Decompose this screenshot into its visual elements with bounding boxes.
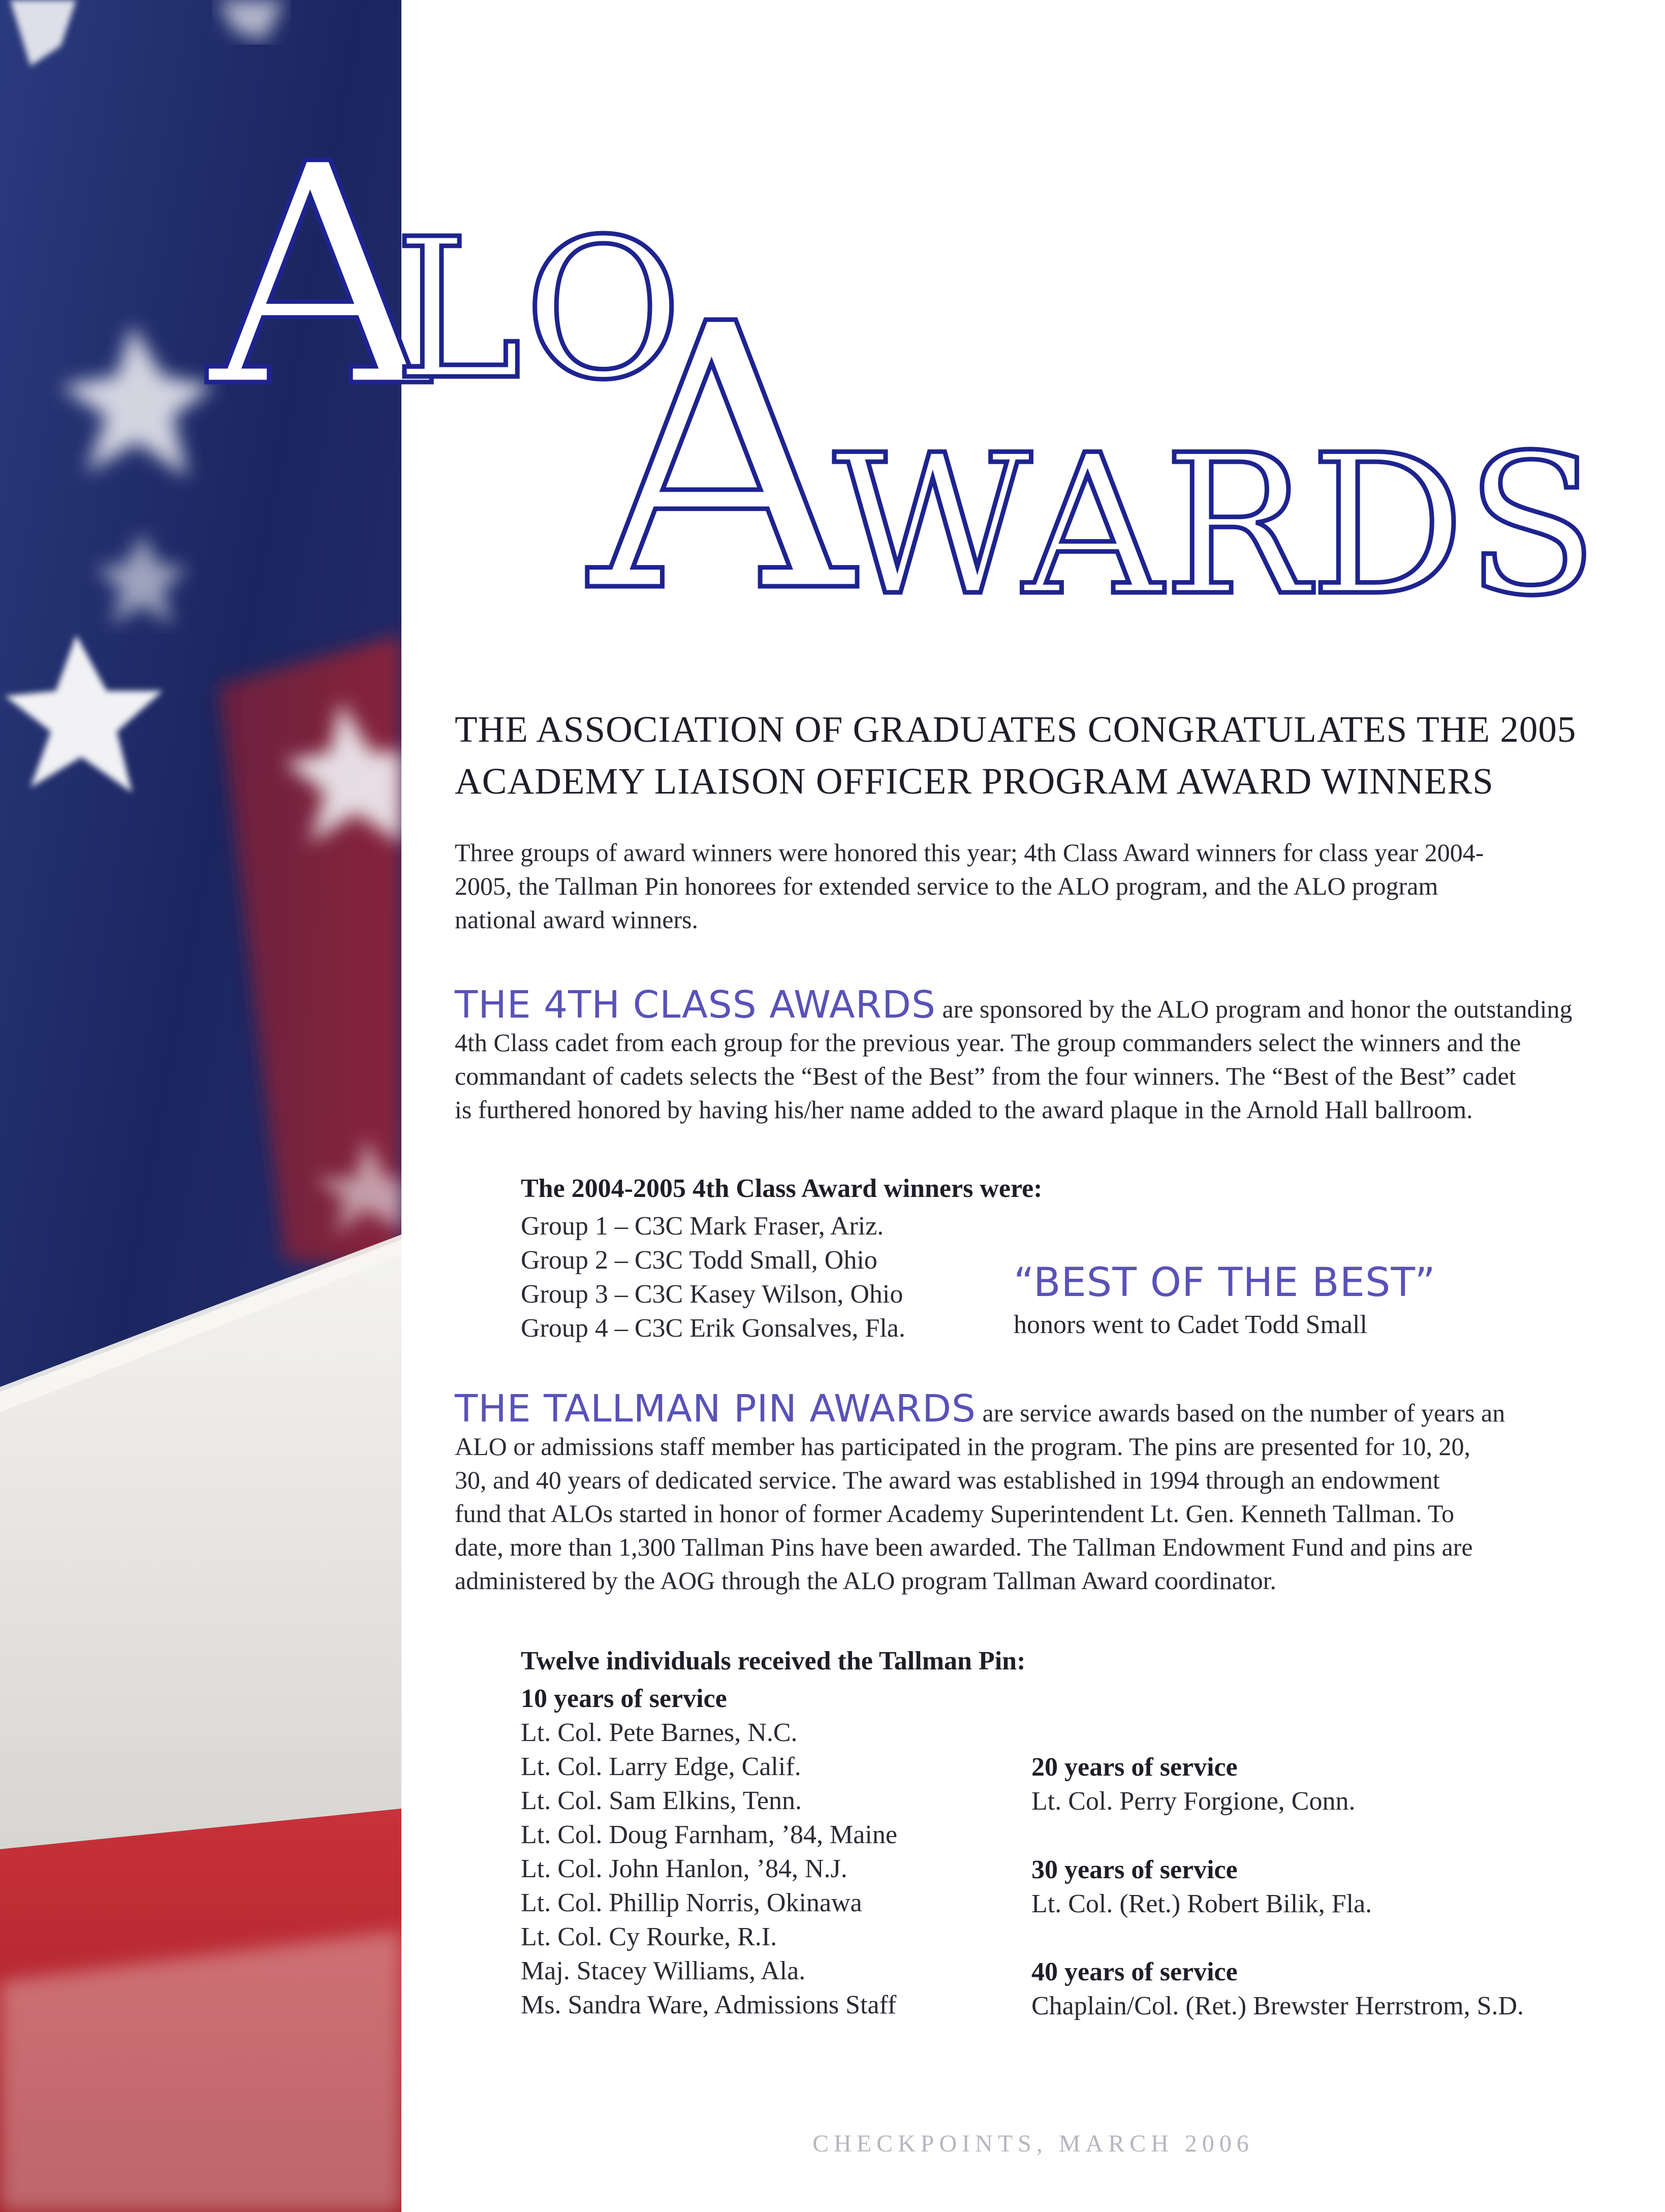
page-footer: CHECKPOINTS, MARCH 2006 (812, 2130, 1254, 2157)
list-item: Group 4 – C3C Erik Gonsalves, Fla. (521, 1314, 905, 1343)
list-item: Lt. Col. John Hanlon, ’84, N.J. (521, 1854, 847, 1883)
list-item: Lt. Col. Perry Forgione, Conn. (1031, 1787, 1356, 1816)
forty-years-block (1031, 1955, 1524, 2023)
tallman-line: 30, and 40 years of dedicated service. The award was established in 1994 through an endowment (455, 1466, 1440, 1494)
ten-years-list (521, 1682, 897, 2022)
fourth-class-line: are sponsored by the ALO program and honor the outstanding (942, 995, 1573, 1023)
list-item: Group 3 – C3C Kasey Wilson, Ohio (521, 1280, 903, 1309)
best-of-the-best-text: honors went to Cadet Todd Small (1014, 1310, 1367, 1339)
headline-line-2: ACADEMY LIAISON OFFICER PROGRAM AWARD WINNERS (455, 761, 1494, 802)
title-letters-lo: LO (394, 197, 684, 422)
list-item: Group 2 – C3C Todd Small, Ohio (521, 1246, 877, 1275)
list-item: Chaplain/Col. (Ret.) Brewster Herrstrom, S.D. (1031, 1992, 1524, 2020)
fourth-class-heading: THE 4TH CLASS AWARDS (455, 983, 936, 1027)
fourth-class-line: 4th Class cadet from each group for the previous year. The group commanders select the winners and the (455, 1028, 1521, 1057)
thirty-years-block (1031, 1853, 1372, 1921)
title-letter-a: A (208, 99, 431, 454)
list-item: Lt. Col. Phillip Norris, Okinawa (521, 1888, 862, 1917)
list-item: Lt. Col. Larry Edge, Calif. (521, 1752, 801, 1781)
twenty-years-block (1031, 1750, 1355, 1818)
best-of-the-best-heading: “BEST OF THE BEST” (1014, 1260, 1436, 1306)
title-letters-wards: WARDS (833, 413, 1599, 638)
list-item: Lt. Col. Cy Rourke, R.I. (521, 1922, 777, 1951)
fourth-class-line: is furthered honored by having his/her name added to the award plaque in the Arnold Hall ballroom. (455, 1095, 1473, 1124)
tallman-line: administered by the AOG through the ALO program Tallman Award coordinator. (455, 1566, 1277, 1595)
list-item: Ms. Sandra Ware, Admissions Staff (521, 1990, 897, 2019)
intro-line: Three groups of award winners were honored this year; 4th Class Award winners for class year 2004- (455, 838, 1484, 867)
fourth-class-winner-list (521, 1209, 905, 1345)
tallman-heading: THE TALLMAN PIN AWARDS (455, 1387, 977, 1431)
title-letter-a2: A (589, 247, 856, 673)
fourth-class-line: commandant of cadets selects the “Best of the Best” from the four winners. The “Best of the Best” cadet (455, 1062, 1516, 1090)
headline-line-1: THE ASSOCIATION OF GRADUATES CONGRATULATES THE 2005 (455, 709, 1577, 750)
list-item: Group 1 – C3C Mark Fraser, Ariz. (521, 1212, 884, 1241)
list-item: Lt. Col. (Ret.) Robert Bilik, Fla. (1031, 1889, 1372, 1918)
fourth-class-paragraph (455, 983, 1623, 1126)
intro-line: 2005, the Tallman Pin honorees for extended service to the ALO program, and the ALO program (455, 872, 1438, 900)
fourth-class-list-title: The 2004-2005 4th Class Award winners were: (521, 1174, 1043, 1203)
list-item: Lt. Col. Sam Elkins, Tenn. (521, 1786, 802, 1815)
list-item: Maj. Stacey Williams, Ala. (521, 1956, 806, 1985)
twenty-years-heading: 20 years of service (1031, 1753, 1238, 1782)
tallman-line: ALO or admissions staff member has participated in the program. The pins are presented for 10, 20, (455, 1432, 1470, 1461)
ten-years-heading: 10 years of service (521, 1684, 727, 1713)
list-item: Lt. Col. Pete Barnes, N.C. (521, 1718, 798, 1747)
tallman-list-title: Twelve individuals received the Tallman Pin: (521, 1647, 1026, 1676)
thirty-years-heading: 30 years of service (1031, 1855, 1238, 1884)
tallman-line: fund that ALOs started in honor of former Academy Superintendent Lt. Gen. Kenneth Tallman. To (455, 1499, 1455, 1528)
intro-paragraph (455, 836, 1623, 936)
headline (455, 704, 1623, 807)
tallman-line: are service awards based on the number of years an (982, 1399, 1505, 1427)
tallman-paragraph (455, 1387, 1623, 1597)
tallman-line: date, more than 1,300 Tallman Pins have been awarded. The Tallman Endowment Fund and pins are (455, 1533, 1473, 1561)
intro-line: national award winners. (455, 905, 699, 934)
forty-years-heading: 40 years of service (1031, 1957, 1238, 1986)
list-item: Lt. Col. Doug Farnham, ’84, Maine (521, 1820, 897, 1849)
